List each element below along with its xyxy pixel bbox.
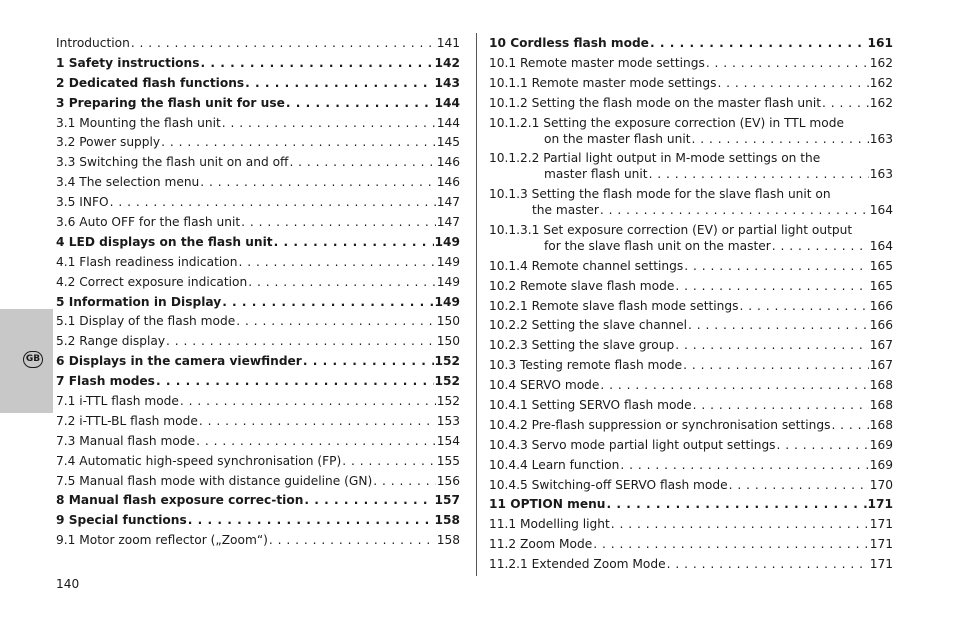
toc-entry[interactable] xyxy=(56,292,460,312)
toc-entry[interactable] xyxy=(56,371,460,391)
toc-entry[interactable] xyxy=(489,375,893,395)
dot-leader xyxy=(831,417,868,433)
dot-leader xyxy=(161,134,436,150)
toc-entry[interactable] xyxy=(489,148,893,184)
toc-entry-title: 3 Preparing the flash unit for use xyxy=(56,95,285,110)
dot-leader xyxy=(241,214,436,230)
toc-entry-page: 171 xyxy=(869,537,893,552)
toc-entry[interactable] xyxy=(489,554,893,574)
toc-entry-page: 144 xyxy=(434,95,460,110)
toc-entry-title: 3.4 The selection menu xyxy=(56,175,200,190)
dot-leader xyxy=(706,55,869,71)
toc-entry-title: 7.4 Automatic high-speed synchronisation (FP) xyxy=(56,453,342,468)
toc-entry[interactable] xyxy=(56,252,460,272)
toc-entry[interactable] xyxy=(489,256,893,276)
toc-entry-title: 10.1.2 Setting the flash mode on the master flash unit xyxy=(489,95,822,110)
column-divider xyxy=(476,33,477,576)
toc-entry-title: 7 Flash modes xyxy=(56,374,155,389)
toc-entry-title: 10.4.1 Setting SERVO flash mode xyxy=(489,397,692,412)
toc-entry-page: 158 xyxy=(436,533,460,548)
toc-entry-page: 156 xyxy=(436,473,460,488)
toc-entry-page: 150 xyxy=(436,314,460,329)
toc-entry-page: 149 xyxy=(434,294,460,309)
toc-entry-title: 11.2 Zoom Mode xyxy=(489,537,593,552)
toc-entry-page: 170 xyxy=(869,477,893,492)
toc-entry-title: 3.1 Mounting the flash unit xyxy=(56,115,221,130)
toc-entry-page: 168 xyxy=(869,397,893,412)
toc-entry-title: 10.1.2.2 Partial light output in M-mode settings on the xyxy=(489,151,821,166)
toc-entry[interactable] xyxy=(489,276,893,296)
dot-leader xyxy=(274,234,434,250)
toc-entry-page: 167 xyxy=(869,338,893,353)
toc-entry[interactable] xyxy=(56,272,460,292)
toc-entry[interactable] xyxy=(489,455,893,475)
toc-entry-page: 166 xyxy=(869,298,893,313)
toc-entry[interactable] xyxy=(56,510,460,530)
toc-entry-title: 5.2 Range display xyxy=(56,334,166,349)
dot-leader xyxy=(729,477,869,493)
toc-entry[interactable] xyxy=(489,415,893,435)
dot-leader xyxy=(675,337,869,353)
dot-leader xyxy=(188,512,434,528)
dot-leader xyxy=(717,75,868,91)
dot-leader xyxy=(684,258,868,274)
toc-entry-title-continued: master flash unit xyxy=(544,167,648,182)
toc-entry-page: 162 xyxy=(869,75,893,90)
toc-entry[interactable] xyxy=(56,411,460,431)
dot-leader xyxy=(683,357,869,373)
toc-entry-page: 152 xyxy=(434,374,460,389)
toc-entry-title: 10.1.3.1 Set exposure correction (EV) or partial light output xyxy=(489,222,853,237)
toc-entry[interactable] xyxy=(56,132,460,152)
toc-entry-title: Introduction xyxy=(56,36,130,50)
toc-entry[interactable] xyxy=(489,335,893,355)
dot-leader xyxy=(739,298,868,314)
toc-entry-page: 143 xyxy=(434,75,460,90)
dot-leader xyxy=(245,75,433,91)
toc-entry[interactable] xyxy=(56,471,460,491)
toc-entry-title: 7.2 i-TTL-BL flash mode xyxy=(56,413,198,428)
toc-entry[interactable] xyxy=(489,534,893,554)
toc-entry-title: 7.1 i-TTL flash mode xyxy=(56,394,179,409)
toc-entry-page: 158 xyxy=(434,513,460,528)
toc-entry-title: 3.2 Power supply xyxy=(56,135,161,150)
dot-leader xyxy=(600,377,868,393)
dot-leader xyxy=(180,393,436,409)
dot-leader xyxy=(110,194,436,210)
toc-entry[interactable] xyxy=(489,296,893,316)
toc-entry[interactable] xyxy=(56,331,460,351)
dot-leader xyxy=(692,131,869,147)
toc-entry[interactable] xyxy=(56,113,460,133)
toc-entry-page: 152 xyxy=(434,354,460,369)
toc-entry-page: 171 xyxy=(867,497,893,512)
toc-entry-title: 10.2.3 Setting the slave group xyxy=(489,338,675,353)
toc-entry-title-continued: the master xyxy=(532,203,599,218)
toc-entry[interactable] xyxy=(56,172,460,192)
toc-entry[interactable] xyxy=(56,490,460,510)
toc-entry-title: 4.2 Correct exposure indication xyxy=(56,274,248,289)
toc-entry-title: 11 OPTION menu xyxy=(489,497,606,512)
toc-entry-page: 146 xyxy=(436,155,460,170)
toc-entry-title: 10.1 Remote master mode settings xyxy=(489,55,705,70)
toc-entry[interactable] xyxy=(489,220,893,256)
toc-entry-page: 168 xyxy=(869,378,893,393)
toc-entry-page: 171 xyxy=(869,517,893,532)
dot-leader xyxy=(199,413,436,429)
toc-entry-page: 157 xyxy=(434,493,460,508)
toc-entry[interactable] xyxy=(56,192,460,212)
toc-entry-title: 9 Special functions xyxy=(56,513,187,528)
dot-leader xyxy=(131,35,436,51)
toc-entry-title: 6 Displays in the camera viewfinder xyxy=(56,354,302,369)
dot-leader xyxy=(593,536,869,552)
dot-leader xyxy=(222,115,436,131)
toc-entry-page: 149 xyxy=(436,274,460,289)
dot-leader xyxy=(620,457,868,473)
toc-entry-page: 150 xyxy=(436,334,460,349)
toc-entry-page: 152 xyxy=(436,394,460,409)
toc-entry-page: 162 xyxy=(869,55,893,70)
toc-entry-title: 10.4.3 Servo mode partial light output settings xyxy=(489,437,776,452)
toc-entry-page: 164 xyxy=(869,203,893,218)
toc-entry-title-continued: on the master flash unit xyxy=(544,131,691,146)
toc-entry-title: 10.1.1 Remote master mode settings xyxy=(489,75,717,90)
toc-entry-page: 141 xyxy=(436,36,460,50)
toc-entry-page: 153 xyxy=(436,413,460,428)
toc-entry-page: 161 xyxy=(867,36,893,50)
toc-entry-title: 5.1 Display of the flash mode xyxy=(56,314,236,329)
toc-entry-page: 162 xyxy=(869,95,893,110)
dot-leader xyxy=(600,202,869,218)
language-tab-label: GB xyxy=(23,351,43,368)
toc-entry-page: 147 xyxy=(436,215,460,230)
toc-entry[interactable] xyxy=(56,391,460,411)
toc-entry[interactable] xyxy=(489,315,893,335)
toc-entry-page: 145 xyxy=(436,135,460,150)
toc-entry[interactable] xyxy=(489,184,893,220)
dot-leader xyxy=(238,254,435,270)
dot-leader xyxy=(304,492,433,508)
dot-leader xyxy=(200,174,435,190)
toc-entry-page: 142 xyxy=(434,55,460,70)
toc-entry-title: 10.4.5 Switching-off SERVO flash mode xyxy=(489,477,728,492)
toc-entry[interactable] xyxy=(489,355,893,375)
toc-entry-page: 168 xyxy=(869,417,893,432)
toc-entry-title: 10.1.4 Remote channel settings xyxy=(489,258,684,273)
dot-leader xyxy=(286,95,434,111)
toc-entry-title: 10.4.2 Pre-flash suppression or synchronisation settings xyxy=(489,417,831,432)
toc-entry[interactable] xyxy=(489,475,893,495)
toc-entry-title: 10.2.2 Setting the slave channel xyxy=(489,318,688,333)
dot-leader xyxy=(772,238,869,254)
toc-entry[interactable] xyxy=(489,93,893,113)
toc-entry-page: 165 xyxy=(869,258,893,273)
dot-leader xyxy=(688,317,869,333)
toc-entry-page: 147 xyxy=(436,195,460,210)
toc-entry-page: 144 xyxy=(436,115,460,130)
toc-entry-title: 9.1 Motor zoom reflector („Zoom“) xyxy=(56,533,268,548)
toc-entry[interactable] xyxy=(56,431,460,451)
toc-entry[interactable] xyxy=(489,494,893,514)
toc-entry-title: 10.2 Remote slave flash mode xyxy=(489,278,675,293)
toc-entry-title: 11.2.1 Extended Zoom Mode xyxy=(489,557,666,572)
toc-entry-title-continued: for the slave flash unit on the master xyxy=(544,238,771,253)
toc-entry-title: 4.1 Flash readiness indication xyxy=(56,254,238,269)
dot-leader xyxy=(156,373,434,389)
toc-entry[interactable] xyxy=(489,514,893,534)
toc-entry-title: 10.2.1 Remote slave flash mode settings xyxy=(489,298,739,313)
dot-leader xyxy=(822,95,869,111)
dot-leader xyxy=(166,333,436,349)
toc-entry-page: 154 xyxy=(436,433,460,448)
toc-entry-title: 7.5 Manual flash mode with distance guideline (GN) xyxy=(56,473,373,488)
toc-entry[interactable] xyxy=(56,311,460,331)
toc-right-column xyxy=(489,33,893,574)
toc-entry-page: 149 xyxy=(434,234,460,249)
toc-entry-page: 149 xyxy=(436,254,460,269)
dot-leader xyxy=(289,154,435,170)
toc-entry[interactable] xyxy=(56,212,460,232)
dot-leader xyxy=(200,55,433,71)
page-number: 140 xyxy=(56,577,80,591)
dot-leader xyxy=(236,313,436,329)
toc-entry-page: 165 xyxy=(869,278,893,293)
toc-entry-title: 10.1.2.1 Setting the exposure correction (EV) in TTL mode xyxy=(489,115,844,130)
dot-leader xyxy=(342,453,436,469)
dot-leader xyxy=(667,556,869,572)
dot-leader xyxy=(611,516,869,532)
toc-entry[interactable] xyxy=(56,152,460,172)
toc-entry-title: 10.3 Testing remote flash mode xyxy=(489,358,683,373)
toc-entry-title: 3.3 Switching the flash unit on and off xyxy=(56,155,289,170)
toc-entry-page: 171 xyxy=(869,557,893,572)
toc-entry[interactable] xyxy=(56,73,460,93)
toc-entry[interactable] xyxy=(489,395,893,415)
toc-entry[interactable] xyxy=(489,33,893,53)
toc-entry[interactable] xyxy=(56,451,460,471)
toc-entry[interactable] xyxy=(489,113,893,149)
toc-left-column xyxy=(56,33,460,550)
dot-leader xyxy=(675,278,868,294)
toc-entry-title: 3.6 Auto OFF for the flash unit xyxy=(56,215,241,230)
dot-leader xyxy=(222,294,433,310)
toc-entry[interactable] xyxy=(56,232,460,252)
dot-leader xyxy=(693,397,869,413)
toc-entry-page: 163 xyxy=(869,167,893,182)
toc-entry[interactable] xyxy=(489,53,893,73)
toc-entry-title: 11.1 Modelling light xyxy=(489,517,610,532)
toc-entry-title: 2 Dedicated flash functions xyxy=(56,75,245,90)
dot-leader xyxy=(269,532,436,548)
dot-leader xyxy=(649,166,869,182)
toc-entry-title: 8 Manual flash exposure correc-tion xyxy=(56,493,304,508)
toc-entry-title: 4 LED displays on the flash unit xyxy=(56,234,273,249)
toc-entry[interactable] xyxy=(56,33,460,53)
toc-entry-page: 169 xyxy=(869,457,893,472)
dot-leader xyxy=(373,473,436,489)
toc-entry-title: 5 Information in Display xyxy=(56,294,222,309)
dot-leader xyxy=(606,496,866,512)
dot-leader xyxy=(650,35,867,51)
toc-entry[interactable] xyxy=(56,53,460,73)
toc-entry-title: 10 Cordless flash mode xyxy=(489,36,649,50)
toc-entry-page: 167 xyxy=(869,358,893,373)
toc-entry-page: 164 xyxy=(869,238,893,253)
toc-entry-title: 10.4.4 Learn function xyxy=(489,457,620,472)
toc-entry[interactable] xyxy=(56,93,460,113)
toc-entry-title: 3.5 INFO xyxy=(56,195,109,210)
toc-entry[interactable] xyxy=(56,530,460,550)
dot-leader xyxy=(196,433,436,449)
dot-leader xyxy=(303,353,434,369)
toc-entry-page: 169 xyxy=(869,437,893,452)
toc-entry-page: 163 xyxy=(869,131,893,146)
toc-entry-title: 7.3 Manual flash mode xyxy=(56,433,196,448)
toc-entry[interactable] xyxy=(489,435,893,455)
dot-leader xyxy=(248,274,435,290)
toc-entry-title: 10.1.3 Setting the flash mode for the slave flash unit on xyxy=(489,187,831,202)
dot-leader xyxy=(777,437,869,453)
toc-entry[interactable] xyxy=(489,73,893,93)
toc-entry-title: 1 Safety instructions xyxy=(56,55,200,70)
toc-entry[interactable] xyxy=(56,351,460,371)
toc-entry-page: 155 xyxy=(436,453,460,468)
toc-entry-page: 166 xyxy=(869,318,893,333)
toc-entry-title: 10.4 SERVO mode xyxy=(489,378,600,393)
toc-entry-page: 146 xyxy=(436,175,460,190)
